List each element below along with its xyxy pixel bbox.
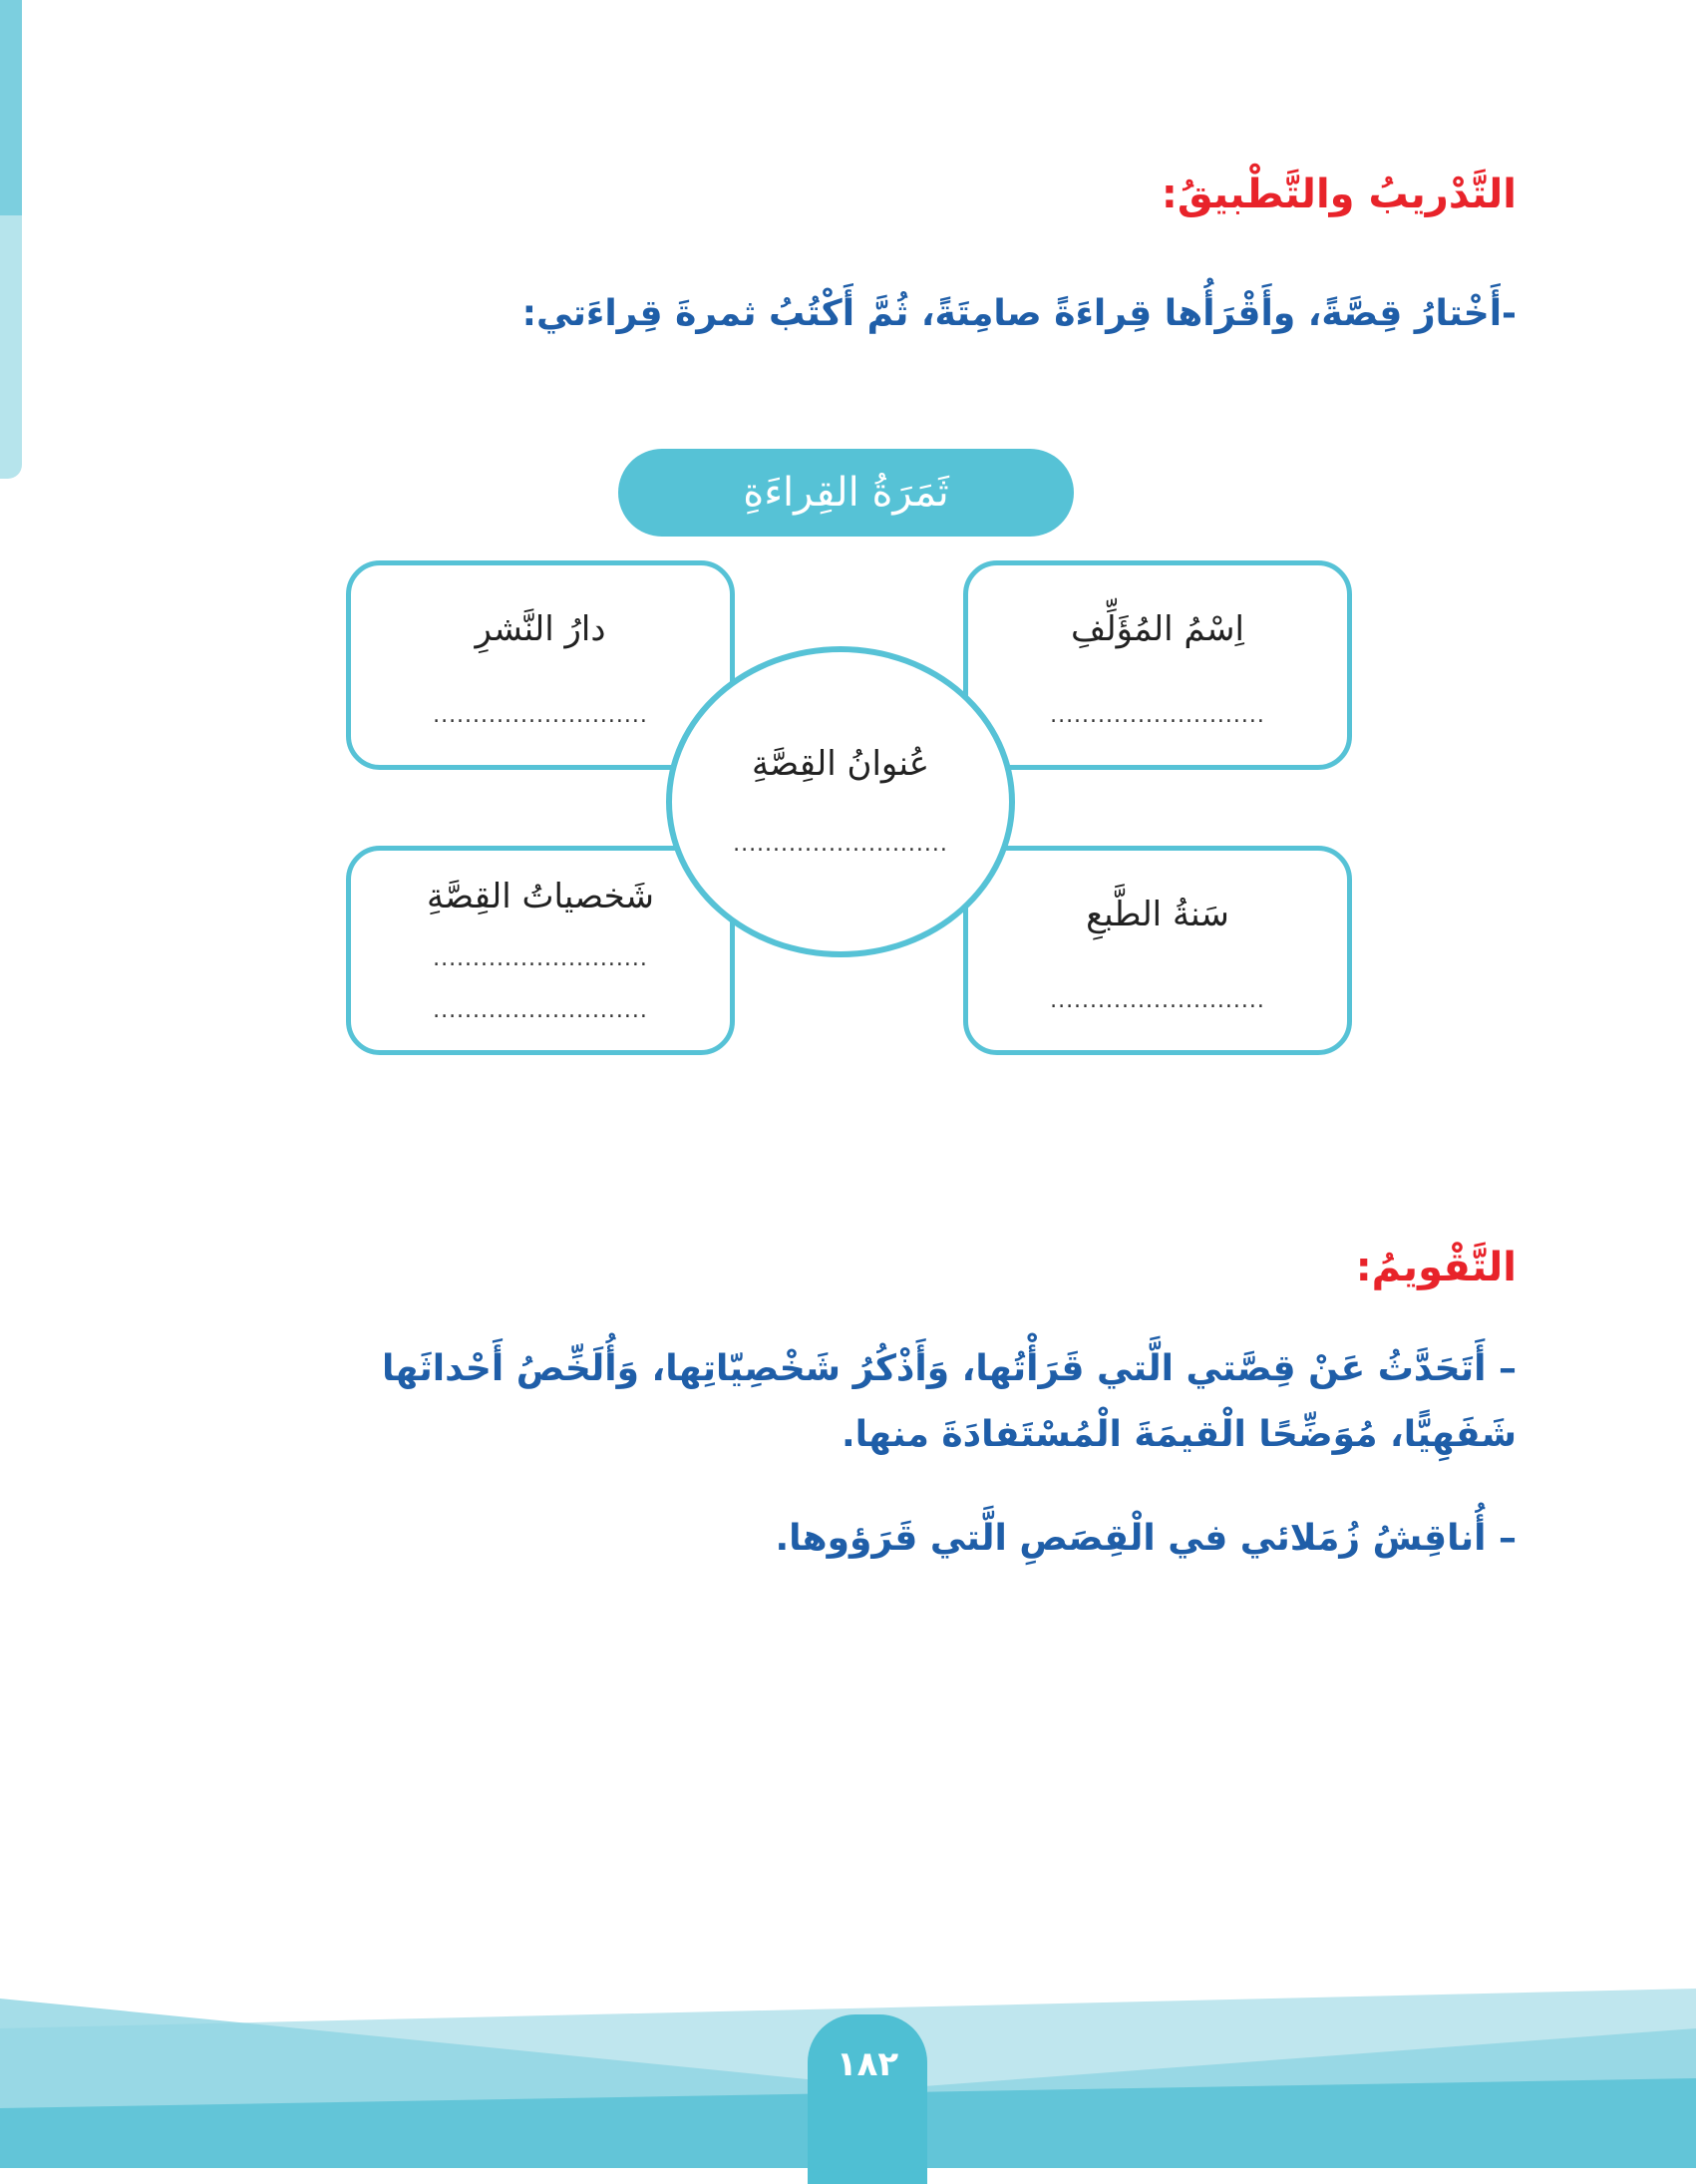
reading-fruit-banner: ثَمَرَةُ القِراءَةِ (618, 449, 1074, 537)
evaluation-item-2: – أُناقِشُ زُمَلائي في الْقِصَصِ الَّتي قَرَؤوها. (775, 1518, 1517, 1559)
author-name-box (963, 560, 1352, 770)
training-heading: التَّدْريبُ والتَّطْبيقُ: (1161, 172, 1517, 217)
story-title-label: عُنوانُ القِصَّةِ (751, 744, 930, 784)
publisher-box (346, 560, 735, 770)
author-name-field[interactable]: ........................... (1050, 703, 1265, 728)
left-edge-strip (0, 0, 22, 479)
story-title-field[interactable]: ........................... (733, 832, 948, 857)
print-year-box (963, 846, 1352, 1055)
training-instruction: -أَخْتارُ قِصَّةً، وأَقْرَأُها قِراءَةً صامِتَةً، ثُمَّ أَكْتُبُ ثمرةَ قِراءَتي: (521, 293, 1517, 334)
characters-field-1[interactable]: ........................... (433, 946, 648, 971)
print-year-field[interactable]: ........................... (1050, 988, 1265, 1013)
print-year-label: سَنةُ الطَّبعِ (1086, 895, 1229, 934)
characters-box (346, 846, 735, 1055)
evaluation-heading: التَّقْويمُ: (1355, 1245, 1517, 1290)
characters-field-2[interactable]: ........................... (433, 998, 648, 1023)
characters-label: شَخصياتُ القِصَّةِ (426, 877, 655, 916)
evaluation-item-1: – أَتَحَدَّثُ عَنْ قِصَّتي الَّتي قَرَأْتُها، وَأَذْكُرُ شَخْصِيّاتِها، وَأُلَخِّصُ أَحْداثَها شَفَهِيًّا، مُوَضِّحًا الْقيمَةَ الْمُسْتَفادَةَ منها. (381, 1348, 1517, 1455)
author-name-label: اِسْمُ المُؤَلِّفِ (1071, 609, 1244, 649)
story-title-circle (666, 646, 1015, 957)
publisher-label: دارُ النَّشرِ (475, 609, 606, 649)
page-number: ١٨٢ (808, 2014, 927, 2184)
publisher-field[interactable]: ........................... (433, 703, 648, 728)
